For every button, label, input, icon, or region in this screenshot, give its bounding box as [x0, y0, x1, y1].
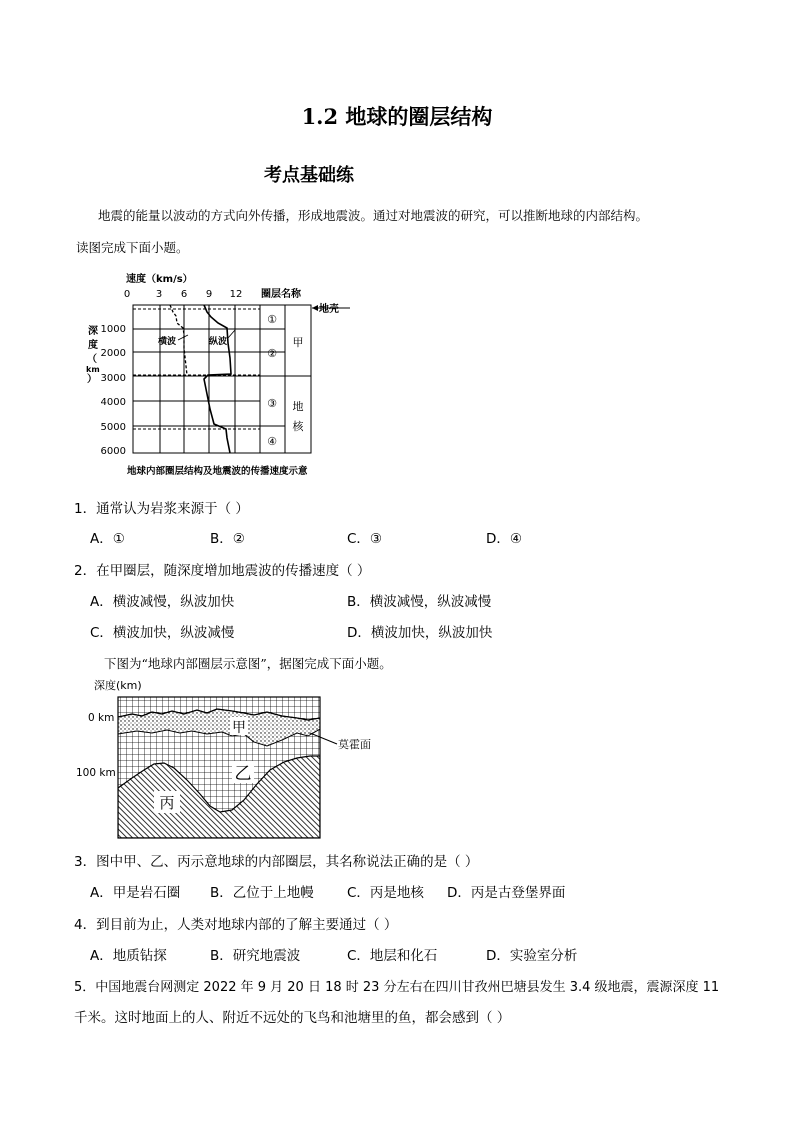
- depth-tick: 3000: [100, 373, 126, 384]
- intro-paragraph-2: 下图为“地球内部圈层示意图”，据图完成下面小题。: [104, 656, 392, 671]
- depth-tick: 6000: [100, 446, 126, 457]
- question-2-option-d[interactable]: D．横波加快，纵波加快: [347, 625, 493, 641]
- tick-0-km: 0 km: [88, 712, 115, 724]
- question-1-option-d[interactable]: D．④: [486, 531, 522, 547]
- label-bing: 丙: [159, 794, 175, 812]
- moho-label: 莫霍面: [338, 738, 371, 751]
- section-subtitle: 考点基础练: [264, 165, 354, 186]
- group-core-label-1: 地: [292, 400, 304, 413]
- question-2-option-a[interactable]: A．横波减慢，纵波加快: [90, 594, 235, 610]
- layer-boundaries: [133, 309, 260, 429]
- intro-line-1: 地震的能量以波动的方式向外传播，形成地震波。通过对地震波的研究，可以推断地球的内部结构。: [98, 208, 649, 223]
- speed-tick: 0: [123, 289, 131, 300]
- question-5-stem-line-1: 5．中国地震台网测定 2022 年 9 月 20 日 18 时 23 分左右在四川甘孜州巴塘县发生 3.4 级地震，震源深度 11: [74, 980, 720, 995]
- question-4-option-c[interactable]: C．地层和化石: [347, 948, 438, 964]
- question-4-stem: 4．到目前为止，人类对地球内部的了解主要通过（ ）: [74, 917, 398, 933]
- question-1-stem: 1．通常认为岩浆来源于（ ）: [74, 501, 249, 517]
- question-4-option-b[interactable]: B．研究地震波: [210, 948, 301, 964]
- speed-tick: 9: [205, 289, 213, 300]
- layer-4-label: ④: [267, 435, 277, 448]
- group-core-label-2: 核: [292, 420, 304, 433]
- depth-tick: 2000: [100, 348, 126, 359]
- layer-1-label: ①: [267, 313, 277, 326]
- question-3-stem: 3．图中甲、乙、丙示意地球的内部圈层，其名称说法正确的是（ ）: [74, 854, 479, 870]
- question-4-option-a[interactable]: A．地质钻探: [90, 948, 167, 964]
- question-3-option-c[interactable]: C．丙是地核: [347, 885, 424, 901]
- depth-tick: 1000: [100, 324, 126, 335]
- earth-layers-figure: [72, 676, 392, 846]
- question-1-option-c[interactable]: C．③: [347, 531, 383, 547]
- question-2-stem: 2．在甲圈层，随深度增加地震波的传播速度（ ）: [74, 563, 371, 579]
- tick-100-km: 100 km: [76, 767, 116, 779]
- intro-paragraph-1: [76, 200, 736, 264]
- group-jia-label: 甲: [292, 336, 304, 349]
- page-title: 1.2 地球的圈层结构: [301, 104, 493, 129]
- depth-tick: 5000: [100, 422, 126, 433]
- label-yi: 乙: [234, 764, 252, 784]
- depth-axis-label: 深度（ km ）: [86, 326, 100, 385]
- layer-2-label: ②: [267, 347, 277, 360]
- question-2-option-c[interactable]: C．横波加快，纵波减慢: [90, 625, 235, 641]
- question-1-option-a[interactable]: A．①: [90, 531, 125, 547]
- question-5-stem-line-2: 千米。这时地面上的人、附近不远处的飞鸟和池塘里的鱼，都会感到（ ）: [74, 1010, 511, 1026]
- p-wave-label: 纵波: [209, 337, 228, 347]
- seismic-wave-figure: [80, 268, 370, 484]
- p-wave-curve: [204, 305, 231, 453]
- question-3-option-d[interactable]: D．丙是古登堡界面: [447, 885, 566, 901]
- depth-tick: 4000: [100, 397, 126, 408]
- question-1-option-b[interactable]: B．②: [210, 531, 245, 547]
- speed-tick: 6: [180, 289, 188, 300]
- question-3-option-a[interactable]: A．甲是岩石圈: [90, 885, 181, 901]
- speed-axis-label: 速度（km/s）: [126, 274, 193, 285]
- label-jia: 甲: [232, 720, 246, 736]
- speed-tick: 3: [155, 289, 163, 300]
- question-3-option-b[interactable]: B．乙位于上地幔: [210, 885, 314, 901]
- layer-header: 圈层名称: [261, 289, 301, 300]
- s-wave-label: 横波: [158, 337, 177, 347]
- question-4-option-d[interactable]: D．实验室分析: [486, 948, 578, 964]
- depth-label: 深度(km): [94, 679, 142, 692]
- speed-tick: 12: [229, 289, 243, 300]
- intro-line-2: 读图完成下面小题。: [76, 240, 189, 255]
- crust-label: 地壳: [319, 304, 339, 315]
- layer-3-label: ③: [267, 397, 277, 410]
- chart-grid: [133, 305, 311, 453]
- figure-caption: 地球内部圈层结构及地震波的传播速度示意: [127, 466, 308, 477]
- question-2-option-b[interactable]: B．横波减慢，纵波减慢: [347, 594, 492, 610]
